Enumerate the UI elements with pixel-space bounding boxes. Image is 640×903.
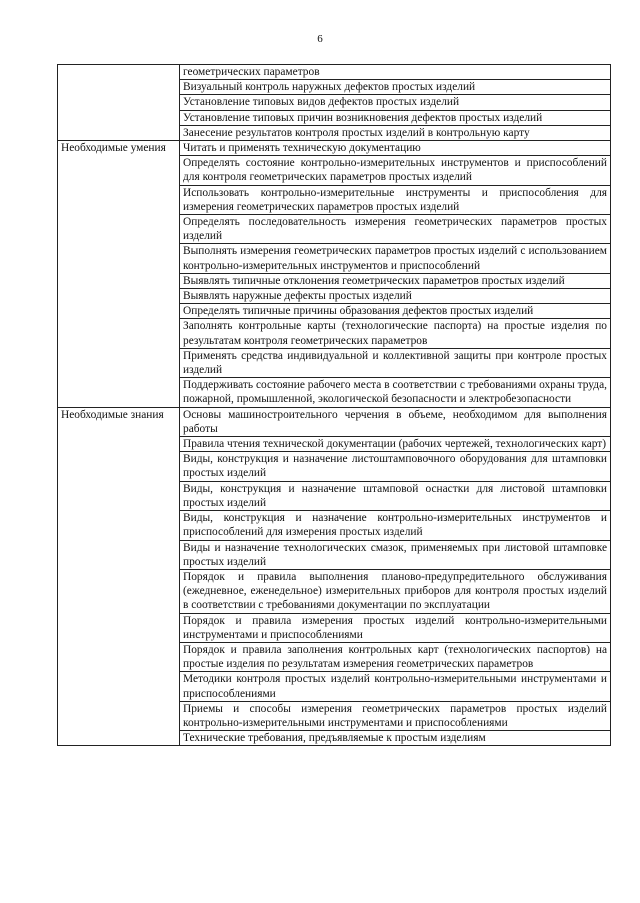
requirement-cell: геометрических параметров	[180, 65, 611, 80]
requirement-cell: Виды, конструкция и назначение штамповой оснастки для листовой штамповки простых изделий	[180, 481, 611, 510]
requirement-cell: Виды, конструкция и назначение контрольно-измерительных инструментов и приспособлений для измерения простых изделий	[180, 511, 611, 540]
requirement-cell: Визуальный контроль наружных дефектов простых изделий	[180, 80, 611, 95]
table-row	[58, 407, 611, 436]
category-cell: Необходимые знания	[58, 407, 180, 746]
requirement-cell: Применять средства индивидуальной и коллективной защиты при контроле простых изделий	[180, 348, 611, 377]
page-number: 6	[317, 33, 323, 45]
requirement-cell: Занесение результатов контроля простых изделий в контрольную карту	[180, 125, 611, 140]
requirement-cell: Правила чтения технической документации (рабочих чертежей, технологических карт)	[180, 437, 611, 452]
requirement-cell: Основы машиностроительного черчения в объеме, необходимом для выполнения работы	[180, 407, 611, 436]
requirement-cell: Заполнять контрольные карты (технологические паспорта) на простые изделия по результатам контроля геометрических параметров	[180, 319, 611, 348]
table-row	[58, 141, 611, 156]
table-row	[58, 65, 611, 80]
requirement-cell: Использовать контрольно-измерительные инструменты и приспособления для измерения геометрических параметров простых изделий	[180, 185, 611, 214]
requirement-cell: Определять типичные причины образования дефектов простых изделий	[180, 304, 611, 319]
requirement-cell: Установление типовых причин возникновения дефектов простых изделий	[180, 110, 611, 125]
requirement-cell: Технические требования, предъявляемые к простым изделиям	[180, 731, 611, 746]
requirements-table-body	[58, 65, 611, 746]
requirement-cell: Определять состояние контрольно-измерительных инструментов и приспособлений для контроля геометрических параметров простых изделий	[180, 156, 611, 185]
requirement-cell: Методики контроля простых изделий контрольно-измерительными инструментами и приспособлениями	[180, 672, 611, 701]
requirement-cell: Виды и назначение технологических смазок, применяемых при листовой штамповке простых изделий	[180, 540, 611, 569]
requirement-cell: Выполнять измерения геометрических параметров простых изделий с использованием контрольно-измерительных инструментов и приспособлений	[180, 244, 611, 273]
requirement-cell: Порядок и правила заполнения контрольных карт (технологических паспортов) на простые изделия по результатам измерения геометрических параметров	[180, 642, 611, 671]
category-cell	[58, 65, 180, 141]
category-cell: Необходимые умения	[58, 141, 180, 408]
requirement-cell: Приемы и способы измерения геометрических параметров простых изделий контрольно-измерительными инструментами и приспособлениями	[180, 701, 611, 730]
requirement-cell: Читать и применять техническую документацию	[180, 141, 611, 156]
requirement-cell: Выявлять типичные отклонения геометрических параметров простых изделий	[180, 273, 611, 288]
requirement-cell: Выявлять наружные дефекты простых изделий	[180, 289, 611, 304]
requirements-table	[57, 64, 611, 746]
requirement-cell: Определять последовательность измерения геометрических параметров простых изделий	[180, 215, 611, 244]
requirement-cell: Установление типовых видов дефектов простых изделий	[180, 95, 611, 110]
requirement-cell: Поддерживать состояние рабочего места в соответствии с требованиями охраны труда, пожарной, промышленной, экологической безопасности и электробезопасности	[180, 378, 611, 407]
requirement-cell: Порядок и правила измерения простых изделий контрольно-измерительными инструментами и приспособлениями	[180, 613, 611, 642]
requirement-cell: Виды, конструкция и назначение листоштамповочного оборудования для штамповки простых изделий	[180, 452, 611, 481]
requirement-cell: Порядок и правила выполнения планово-предупредительного обслуживания (ежедневное, еженедельное) измерительных приборов для контроля простых изделий в соответствии с требованиями документации по эксплуатации	[180, 569, 611, 613]
